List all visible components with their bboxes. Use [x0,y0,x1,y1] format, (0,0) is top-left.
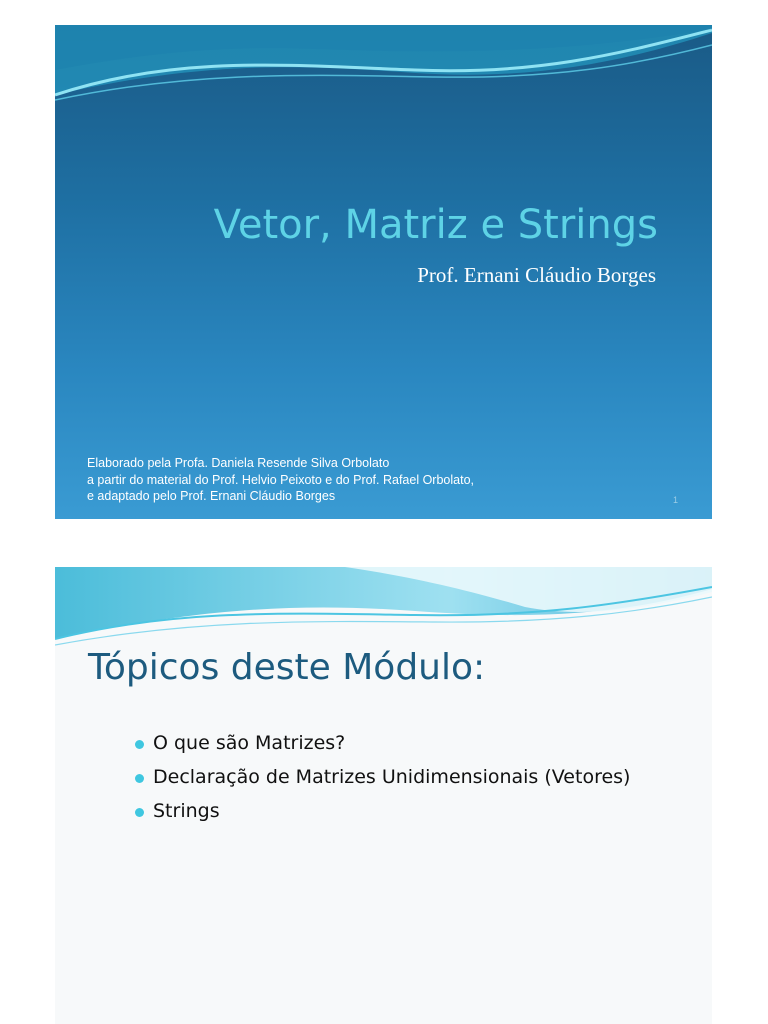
list-item-label: Strings [153,800,220,822]
list-item [133,766,630,800]
bullet-dot-icon [135,774,144,783]
credits-line: e adaptado pelo Prof. Ernani Cláudio Borges [87,489,336,503]
slide-title: Tópicos deste Módulo: [88,647,486,688]
slide-subtitle: Prof. Ernani Cláudio Borges [417,263,656,287]
page-number: 1 [672,495,678,505]
wave-decoration [55,25,712,115]
list-item-label: Declaração de Matrizes Unidimensionais (Vetores) [153,766,631,788]
slide-1 [55,25,712,519]
bullet-dot-icon [135,740,144,749]
slide-title: Vetor, Matriz e Strings [213,202,658,248]
list-item [133,732,630,766]
list-item [133,800,630,834]
topics-list [133,732,630,834]
list-item-label: O que são Matrizes? [153,732,346,754]
credits-block [87,455,474,505]
credits-line: Elaborado pela Profa. Daniela Resende Silva Orbolato [87,456,390,470]
slide-2 [55,567,712,1024]
bullet-dot-icon [135,808,144,817]
wave-decoration [55,567,712,657]
credits-line: a partir do material do Prof. Helvio Peixoto e do Prof. Rafael Orbolato, [87,472,474,487]
